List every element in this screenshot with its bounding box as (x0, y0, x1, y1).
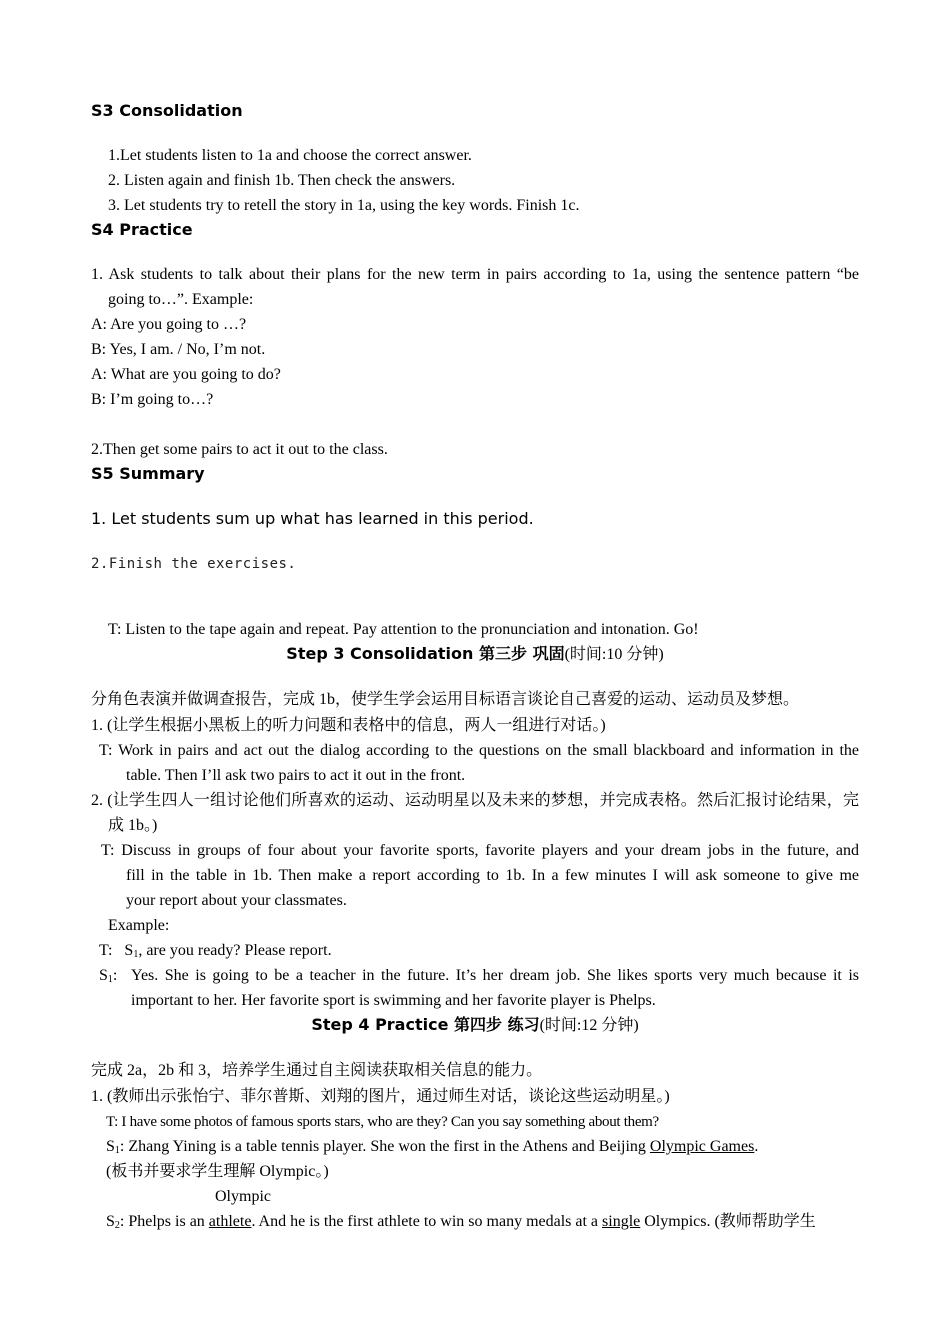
step4-intro: 完成 2a，2b 和 3，培养学生通过自主阅读获取相关信息的能力。 (91, 1062, 543, 1079)
student-label: S (106, 1138, 115, 1155)
step4-point-1: 1. (教师出示张怡宁、菲尔普斯、刘翔的图片，通过师生对话，谈论这些运动明星。) (91, 1088, 670, 1105)
s4-item-1-line-1: 1. Ask students to talk about their plans for the new term in pairs according to 1a, using the sentence pattern “be (91, 266, 859, 283)
step4-board-note: (板书并要求学生理解 Olympic。) (106, 1163, 329, 1180)
step4-student-2-mid: . And he is the first athlete to win so many medals at a (251, 1213, 603, 1230)
s4-item-2: 2.Then get some pairs to act it out to the class. (91, 441, 388, 458)
step4-student-1-text: : Zhang Yining is a table tennis player. She won the first in the Athens and Beijing (119, 1138, 650, 1155)
student-label: S (106, 1213, 115, 1230)
underlined-term: single (602, 1213, 641, 1230)
teacher-listen-line: T: Listen to the tape again and repeat. Pay attention to the pronunciation and intonation. Go! (108, 621, 699, 638)
student-label: S (99, 967, 108, 984)
step3-point-2-line-1: 2. (让学生四人一组讨论他们所喜欢的运动、运动明星以及未来的梦想，并完成表格。然后汇报讨论结果，完 (91, 792, 859, 809)
step3-teacher-2-line-2: fill in the table in 1b. Then make a report according to 1b. In a few minutes I will ask someone to give me (126, 867, 859, 884)
s3-heading: S3 Consolidation (91, 101, 243, 120)
step3-point-1: 1. (让学生根据小黑板上的听力问题和表格中的信息，两人一组进行对话。) (91, 717, 606, 734)
step4-student-1 (106, 1137, 758, 1157)
s4-dialog-line: B: I’m going to…? (91, 391, 214, 408)
step4-student-2-end: Olympics. (教师帮助学生 (640, 1213, 816, 1230)
s4-dialog-line: A: What are you going to do? (91, 366, 281, 383)
step3-heading (0, 644, 950, 665)
student-subscript: 1 (107, 974, 113, 985)
step3-teacher-2-line-3: your report about your classmates. (126, 892, 347, 909)
step3-heading-title: Step 3 Consolidation 第三步 巩固 (286, 644, 565, 663)
s3-item-3: 3. Let students try to retell the story in 1a, using the key words. Finish 1c. (108, 197, 580, 214)
step3-example-label: Example: (108, 917, 170, 934)
step3-teacher-3 (99, 941, 332, 961)
step4-teacher-line: T: I have some photos of famous sports stars, who are they? Can you say something about them? (106, 1114, 659, 1130)
step4-heading-time: (时间:12 分钟) (539, 1017, 639, 1034)
s5-item-1: 1. Let students sum up what has learned in this period. (91, 509, 534, 528)
s4-dialog-line: B: Yes, I am. / No, I’m not. (91, 341, 266, 358)
s5-heading: S5 Summary (91, 464, 205, 483)
step4-heading-title: Step 4 Practice 第四步 练习 (311, 1015, 540, 1034)
student-colon: : (112, 967, 118, 984)
step3-teacher-2-line-1: T: Discuss in groups of four about your favorite sports, favorite players and your dream jobs in the future, and (101, 842, 859, 859)
step3-student-1-label (99, 966, 117, 986)
s3-item-1: 1.Let students listen to 1a and choose the correct answer. (108, 147, 472, 164)
s4-item-1-line-2: going to…”. Example: (108, 291, 254, 308)
s4-heading: S4 Practice (91, 220, 193, 239)
step3-intro: 分角色表演并做调查报告，完成 1b，使学生学会运用目标语言谈论自己喜爱的运动、运动员及梦想。 (91, 691, 800, 708)
student-subscript: 1 (114, 1145, 120, 1156)
step3-teacher-1-line-1: T: Work in pairs and act out the dialog according to the questions on the small blackboard and information in the (99, 742, 859, 759)
step4-student-2-text: : Phelps is an (119, 1213, 209, 1230)
step3-teacher-1-line-2: table. Then I’ll ask two pairs to act it out in the front. (126, 767, 466, 784)
step3-student-1-line-2: important to her. Her favorite sport is swimming and her favorite player is Phelps. (131, 992, 656, 1009)
step3-student-1-line-1: Yes. She is going to be a teacher in the future. It’s her dream job. She likes sports very much because it is (131, 967, 859, 984)
underlined-term: Olympic Games (649, 1138, 755, 1155)
step3-teacher-3-prefix: T: S (99, 942, 134, 959)
step3-point-2-line-2: 成 1b。) (108, 817, 158, 834)
step4-student-2 (106, 1212, 816, 1232)
step3-heading-time: (时间:10 分钟) (564, 646, 664, 663)
student-subscript: 1 (133, 949, 139, 960)
s3-item-2: 2. Listen again and finish 1b. Then check the answers. (108, 172, 456, 189)
s4-dialog-line: A: Are you going to …? (91, 316, 247, 333)
underlined-term: athlete (208, 1213, 252, 1230)
s5-item-2: 2.Finish the exercises. (91, 556, 297, 572)
student-subscript: 2 (114, 1220, 120, 1231)
step3-teacher-3-text: , are you ready? Please report. (138, 942, 332, 959)
step4-board-word: Olympic (215, 1188, 271, 1205)
period: . (754, 1138, 759, 1155)
step4-heading (0, 1015, 950, 1036)
